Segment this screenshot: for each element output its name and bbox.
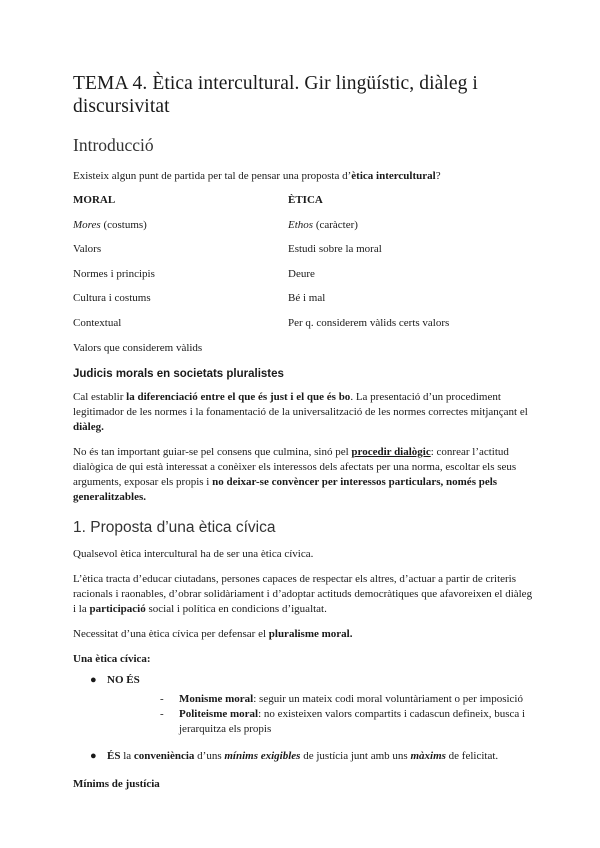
header-etica: ÈTICA — [288, 194, 323, 206]
para-text: Necessitat d’una ètica cívica per defensar el — [73, 628, 269, 641]
para-bold: no deixar-se convèncer per interessos particulars, només pels generalitzables. — [73, 476, 498, 504]
sub-bullet-term: Politeisme moral — [179, 708, 259, 721]
para-text: . La presentació d’un procediment legitimador de les normes i la fonamentació de la universalització de les normes correctes mitjançant el — [73, 391, 528, 419]
bullet-bold: conveniència — [133, 750, 195, 763]
bullet-dot-icon: ● — [90, 750, 97, 763]
paragraph-una-etica-civica — [73, 652, 535, 667]
para-text: L’ètica tracta d’educar ciutadans, persones capaces de respectar els altres, d’actuar a partir de criteris racionals i raonables, d’obrar solidàriament i d’adoptar actituds democràtiques que afavoreixen el diàleg i la — [73, 573, 533, 616]
table-row — [73, 342, 535, 367]
table-row — [73, 317, 535, 342]
bullet-es — [73, 749, 535, 764]
cell-emphasis: Mores — [73, 218, 101, 231]
table-row — [73, 219, 535, 244]
question-text: Existeix algun punt de partida per tal de pensar una proposta d’ — [73, 170, 352, 182]
bullet-dot-icon: ● — [90, 674, 97, 687]
bullet-no-es — [73, 673, 535, 737]
para-text: No és tan important guiar-se pel consens que culmina, sinó pel — [73, 446, 352, 459]
paragraph-educar-ciutadans — [73, 572, 535, 617]
intro-question — [73, 169, 535, 184]
para-bold: diàleg. — [73, 421, 104, 434]
sub-bullet-text: : seguir un mateix codi moral voluntàriament o per imposició — [253, 693, 523, 706]
para-bold: la diferenciació entre el que és just i el que és bo — [126, 391, 351, 404]
para-bold: participació — [89, 603, 146, 616]
para-text: social i política en condicions d’igualtat. — [145, 603, 327, 616]
question-bold: ètica intercultural — [351, 170, 436, 182]
cell-text: Cultura i costums — [73, 292, 151, 305]
cell-text: Contextual — [73, 316, 122, 329]
cell-emphasis: Ethos — [288, 218, 314, 231]
sub-bullet-list — [107, 692, 535, 737]
cell-text: (costums) — [100, 218, 147, 231]
cell-text: (caràcter) — [313, 218, 358, 231]
pluralist-judgments-subheading: Judicis morals en societats pluralistes — [73, 368, 284, 381]
introduction-heading: Introducció — [73, 135, 154, 155]
header-moral: MORAL — [73, 194, 116, 206]
sub-bullet-monisme — [107, 692, 535, 707]
para-bold-underline: procedir dialògic — [351, 446, 431, 459]
table-row — [73, 268, 535, 293]
para-bold: Una ètica cívica: — [73, 653, 151, 666]
bullet-text: la — [120, 750, 134, 763]
sub-bullet-term: Monisme moral — [179, 693, 254, 706]
paragraph-procedir-dialogic — [73, 445, 535, 505]
cell-text: Valors — [73, 243, 102, 256]
cell-text: Per q. considerem vàlids certs valors — [288, 316, 450, 329]
document-page — [73, 72, 535, 792]
minims-heading-text: Mínims de justícia — [73, 778, 160, 791]
paragraph-diferenciacio — [73, 390, 535, 435]
para-bold: pluralisme moral. — [268, 628, 353, 641]
para-text: Cal establir — [73, 391, 127, 404]
cell-text: Estudi sobre la moral — [288, 243, 382, 256]
sub-bullet-politeisme — [107, 707, 535, 737]
table-header-row — [73, 194, 535, 219]
sub-bullet-text: : no existeixen valors compartits i cadascun defineix, busca i jerarquitza els propis — [179, 708, 526, 736]
minims-heading — [73, 777, 535, 792]
moral-ethics-table — [73, 194, 535, 366]
bullet-label: ÉS — [107, 750, 121, 763]
para-text: : conrear l’actitud dialògica de qui està interessat a conèixer els interessos dels afectats per una norma, escoltar els seus arguments, exposar els propis i — [73, 446, 517, 489]
paragraph-pluralisme — [73, 627, 535, 642]
cell-text: Bé i mal — [288, 292, 326, 305]
question-mark: ? — [435, 170, 441, 182]
bullet-text: de felicitat. — [445, 750, 499, 763]
bullet-bold-italic: màxims — [410, 750, 446, 763]
paragraph-etica-civica: Qualsevol ètica intercultural ha de ser una ètica cívica. — [73, 548, 314, 561]
bullet-text: d’uns — [194, 750, 225, 763]
bullet-text: de justícia junt amb uns — [300, 750, 411, 763]
cell-text: Valors que considerem vàlids — [73, 341, 203, 354]
section-1-heading: 1. Proposta d’una ètica cívica — [73, 519, 276, 537]
table-row — [73, 292, 535, 317]
table-row — [73, 243, 535, 268]
dash-icon: - — [160, 693, 164, 706]
bullet-bold-italic: mínims exigibles — [224, 750, 301, 763]
dash-icon: - — [160, 708, 164, 721]
cell-text: Deure — [288, 267, 315, 280]
cell-text: Normes i principis — [73, 267, 155, 280]
bullet-label: NO ÉS — [107, 674, 140, 687]
bullet-list — [73, 673, 535, 764]
document-title: TEMA 4. Ètica intercultural. Gir lingüístic, diàleg i discursivitat — [73, 73, 478, 117]
